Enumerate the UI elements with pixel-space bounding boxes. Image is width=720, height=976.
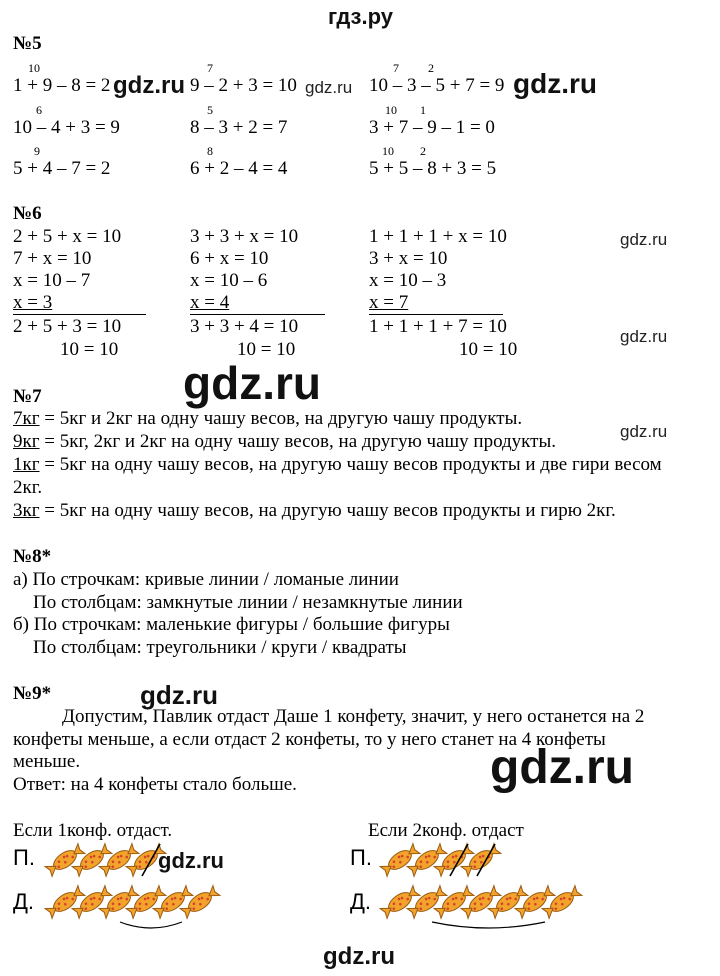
text-line: б) По строчкам: маленькие фигуры / большие фигуры [13, 614, 450, 635]
footer-watermark: gdz.ru [323, 943, 395, 970]
superscript: 10 [28, 61, 40, 75]
text-line: Допустим, Павлик отдаст Даше 1 конфету, значит, у него останется на 2 [62, 706, 645, 727]
equation: 1 + 1 + 1 + x = 10 [369, 226, 507, 247]
equation: x = 10 – 7 [13, 270, 91, 291]
superscript: 7 [393, 61, 399, 75]
text-line: По столбцам: треугольники / круги / квадраты [33, 637, 407, 658]
watermark: gdz.ru [620, 230, 668, 249]
text-line: 1кг = 5кг на одну чашу весов, на другую чашу весов продукты и две гири весом [13, 454, 662, 475]
task-8-title: №8* [13, 546, 52, 567]
superscript: 9 [34, 144, 40, 158]
text-line: а) По строчкам: кривые линии / ломаные линии [13, 569, 399, 590]
text-line: Ответ: на 4 конфеты стало больше. [13, 774, 297, 795]
task-6-title: №6 [13, 203, 42, 224]
row-label-d: Д. [350, 889, 372, 914]
row-label-p: П. [350, 845, 372, 870]
equation: x = 7 [369, 292, 409, 313]
equation: 5 + 4 – 7 = 2 [13, 158, 111, 179]
watermark: gdz.ru [140, 680, 218, 710]
site-header: гдз.ру [328, 4, 393, 29]
watermark: gdz.ru [113, 72, 185, 99]
bracket-arc [432, 922, 545, 928]
superscript: 10 [382, 144, 394, 158]
superscript: 2 [420, 144, 426, 158]
superscript: 1 [420, 103, 426, 117]
case-label: Если 1конф. отдаст. [13, 820, 173, 841]
watermark: gdz.ru [158, 848, 224, 873]
equation: x = 3 [13, 292, 53, 313]
equation: 10 – 3 – 5 + 7 = 9 [369, 75, 505, 96]
equation: 1 + 1 + 1 + 7 = 10 [369, 316, 507, 337]
equation: 10 – 4 + 3 = 9 [13, 117, 120, 138]
divider [369, 314, 503, 315]
equation: 10 = 10 [459, 339, 518, 360]
superscript: 7 [207, 61, 213, 75]
text-line: По столбцам: замкнутые линии / незамкнутые линии [33, 592, 463, 613]
equation: x = 4 [190, 292, 230, 313]
text-line: 2кг. [13, 477, 43, 498]
superscript: 10 [385, 103, 397, 117]
superscript: 2 [428, 61, 434, 75]
equation: 1 + 9 – 8 = 2 [13, 75, 111, 96]
equation: 3 + x = 10 [369, 248, 448, 269]
text-line: 9кг = 5кг, 2кг и 2кг на одну чашу весов, на другую чашу продукты. [13, 431, 556, 452]
equation: 5 + 5 – 8 + 3 = 5 [369, 158, 497, 179]
watermark: gdz.ru [305, 78, 353, 97]
text-line: меньше. [13, 751, 81, 772]
divider [13, 314, 146, 315]
text-line: 3кг = 5кг на одну чашу весов, на другую чашу весов продукты и гирю 2кг. [13, 500, 616, 521]
row-label-d: Д. [13, 889, 35, 914]
case-label: Если 2конф. отдаст [368, 820, 524, 841]
superscript: 6 [36, 103, 42, 117]
superscript: 8 [207, 144, 213, 158]
equation: 2 + 5 + 3 = 10 [13, 316, 122, 337]
watermark: gdz.ru [620, 327, 668, 346]
superscript: 5 [207, 103, 213, 117]
row-label-p: П. [13, 845, 35, 870]
equation: 3 + 3 + 4 = 10 [190, 316, 299, 337]
equation: 2 + 5 + x = 10 [13, 226, 122, 247]
equation: x = 10 – 3 [369, 270, 447, 291]
watermark: gdz.ru [513, 68, 597, 99]
equation: 8 – 3 + 2 = 7 [190, 117, 288, 138]
equation: 10 = 10 [60, 339, 119, 360]
task-5-title: №5 [13, 33, 42, 54]
task-7-title: №7 [13, 386, 42, 407]
equation: 9 – 2 + 3 = 10 [190, 75, 297, 96]
equation: 6 + x = 10 [190, 248, 269, 269]
equation: 3 + 7 – 9 – 1 = 0 [369, 117, 495, 138]
watermark: gdz.ru [183, 357, 321, 409]
equation: 3 + 3 + x = 10 [190, 226, 299, 247]
equation: 6 + 2 – 4 = 4 [190, 158, 288, 179]
equation: 7 + x = 10 [13, 248, 92, 269]
text-line: 7кг = 5кг и 2кг на одну чашу весов, на другую чашу продукты. [13, 408, 523, 429]
watermark: gdz.ru [490, 741, 634, 794]
text-line: конфеты меньше, а если отдаст 2 конфеты, то у него станет на 4 конфеты [13, 729, 606, 750]
task-9-title: №9* [13, 683, 52, 704]
candies-illustration [0, 830, 720, 940]
equation: 10 = 10 [237, 339, 296, 360]
divider [190, 314, 325, 315]
equation: x = 10 – 6 [190, 270, 268, 291]
bracket-arc [120, 922, 182, 928]
watermark: gdz.ru [620, 422, 668, 441]
